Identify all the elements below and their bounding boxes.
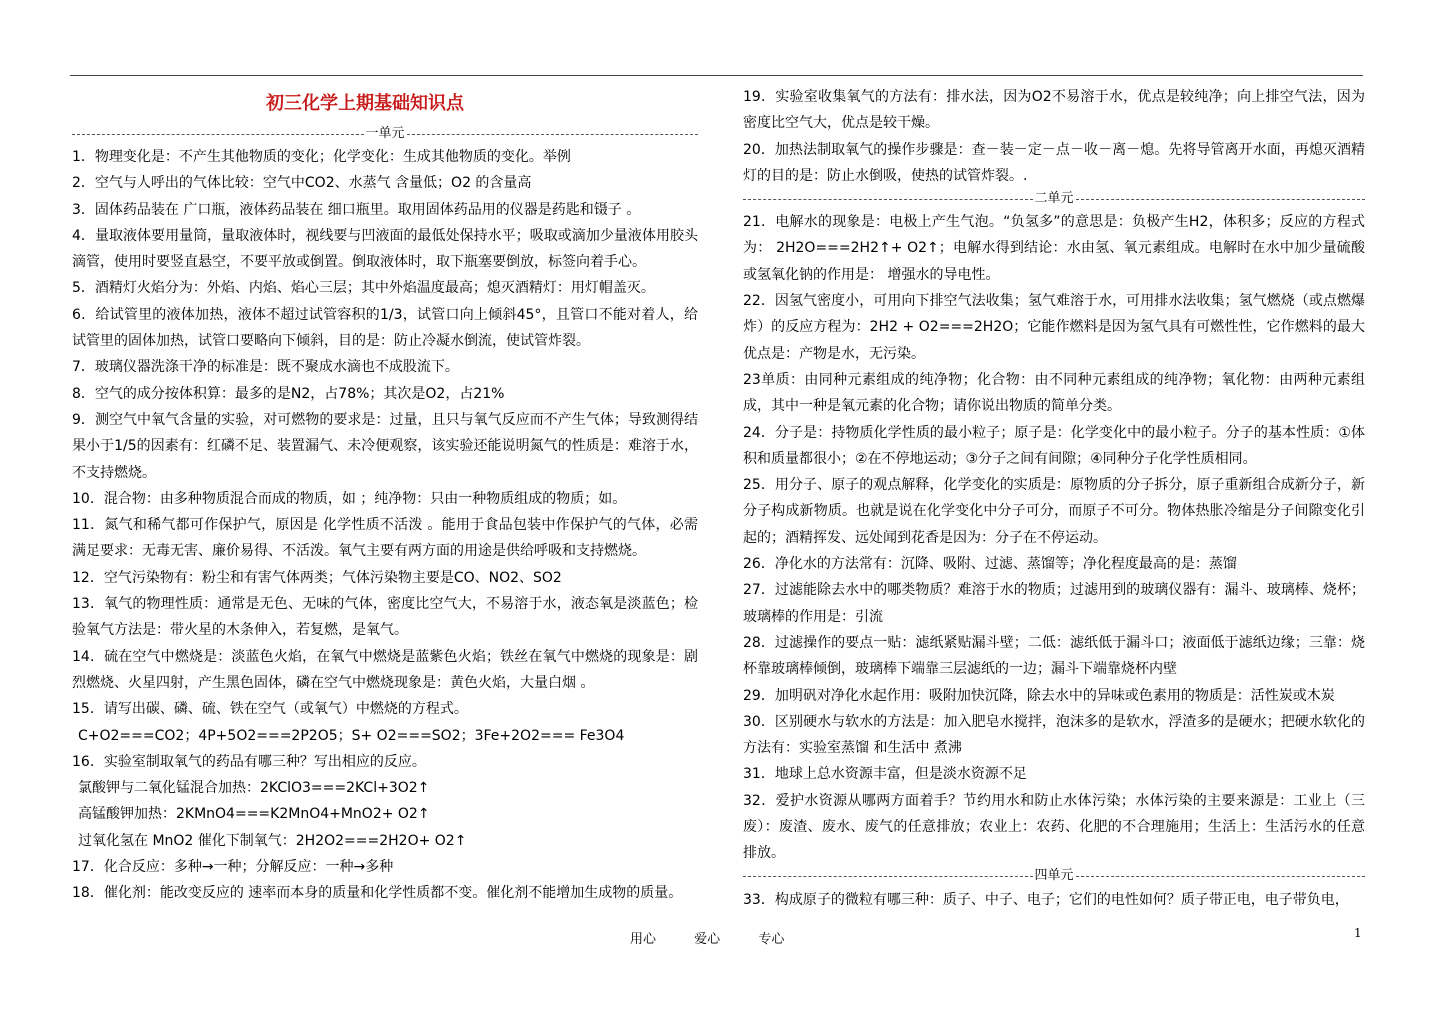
item-13: 13．氧气的物理性质：通常是无色、无味的气体，密度比空气大，不易溶于水，液态氧是淡蓝色；检验氧气方法是：带火星的木条伸入，若复燃，是氧气。 bbox=[72, 596, 698, 639]
item-33: 33．构成原子的微粒有哪三种：质子、中子、电子；它们的电性如何？质子带正电，电子带负电， bbox=[743, 891, 1349, 908]
equation-kmno4: 高锰酸钾加热：2KMnO4===K2MnO4+MnO2+ O2↑ bbox=[78, 806, 430, 823]
item-15: 15．请写出碳、磷、硫、铁在空气（或氧气）中燃烧的方程式。 bbox=[72, 701, 468, 718]
footer-text: 用心 bbox=[630, 932, 657, 947]
item-25: 25．用分子、原子的观点解释，化学变化的实质是：原物质的分子拆分，原子重新组合成新分子，新分子构成新物质。也就是说在化学变化中分子可分，而原子不可分。物体热胀冷缩是分子间隙变化引起的；酒精挥发、远处闻到花香是因为：分子在不停运动。 bbox=[743, 477, 1365, 546]
left-column bbox=[72, 84, 698, 907]
document-title: 初三化学上期基础知识点 bbox=[266, 93, 464, 114]
unit-divider-4 bbox=[743, 869, 1365, 885]
item-4: 4．量取液体要用量筒，量取液体时，视线要与凹液面的最低处保持水平；吸取或滴加少量液体用胶头滴管，使用时要竖直悬空，不要平放或倒置。倒取液体时，取下瓶塞要倒放，标签向着手心。 bbox=[72, 227, 698, 271]
header-rule bbox=[70, 75, 1363, 76]
item-21: 21．电解水的现象是：电极上产生气泡。“负氢多”的意思是：负极产生H2，体积多；反应的方程式为： 2H2O===2H2↑+ O2↑；电解水得到结论：水由氢、氧元素组成。电解时在水中加少量硫酸或氢氧化钠的作用是： 增强水的导电性。 bbox=[743, 214, 1365, 283]
item-11: 11．氮气和稀气都可作保护气，原因是 化学性质不活泼 。能用于食品包装中作保护气的气体，必需满足要求：无毒无害、廉价易得、不活泼。氧气主要有两方面的用途是供给呼吸和支持燃烧。 bbox=[72, 517, 698, 560]
item-28: 28．过滤操作的要点一贴：滤纸紧贴漏斗壁；二低：滤纸低于漏斗口；液面低于滤纸边缘；三靠：烧杯靠玻璃棒倾倒，玻璃棒下端靠三层滤纸的一边；漏斗下端靠烧杯内壁 bbox=[743, 634, 1365, 678]
right-column bbox=[743, 84, 1365, 913]
page-number: 1 bbox=[1354, 926, 1362, 940]
unit-label: 四单元 bbox=[1034, 868, 1074, 884]
footer-text: 爱心 bbox=[694, 932, 721, 947]
item-23: 23单质：由同种元素组成的纯净物；化合物：由不同种元素组成的纯净物；氧化物：由两种元素组成，其中一种是氧元素的化合物；请你说出物质的简单分类。 bbox=[743, 371, 1365, 415]
item-27: 27．过滤能除去水中的哪类物质？难溶于水的物质；过滤用到的玻璃仪器有：漏斗、玻璃棒、烧杯；玻璃棒的作用是：引流 bbox=[743, 582, 1365, 625]
footer-text: 专心 bbox=[758, 932, 785, 947]
item-12: 12．空气污染物有：粉尘和有害气体两类；气体污染物主要是CO、NO2、SO2 bbox=[72, 569, 562, 586]
item-20: 20．加热法制取氧气的操作步骤是：查－装－定－点－收－离－熄。先将导管离开水面，再熄灭酒精灯的目的是：防止水倒吸，使热的试管炸裂。. bbox=[743, 141, 1365, 184]
unit-divider-1 bbox=[72, 126, 698, 142]
item-10: 10．混合物：由多种物质混合而成的物质，如 ；纯净物：只由一种物质组成的物质；如。 bbox=[72, 490, 627, 507]
item-8: 8．空气的成分按体积算：最多的是N2，占78%；其次是O2，占21% bbox=[72, 385, 505, 402]
item-17: 17．化合反应：多种→一种；分解反应：一种→多种 bbox=[72, 859, 394, 876]
item-22: 22．因氢气密度小，可用向下排空气法收集；氢气难溶于水，可用排水法收集；氢气燃烧（或点燃爆炸）的反应方程为：2H2 + O2===2H2O；它能作燃料是因为氢气具有可燃性性，它作燃料的最大优点是：产物是水，无污染。 bbox=[743, 293, 1365, 362]
item-6: 6．给试管里的液体加热，液体不超过试管容积的1/3，试管口向上倾斜45°，且管口不能对着人，给试管里的固体加热，试管口要略向下倾斜，目的是：防止冷凝水倒流，使试管炸裂。 bbox=[72, 306, 698, 350]
item-18: 18．催化剂：能改变反应的 速率而本身的质量和化学性质都不变。催化剂不能增加生成物的质量。 bbox=[72, 885, 683, 902]
item-32: 32．爱护水资源从哪两方面着手？节约用水和防止水体污染；水体污染的主要来源是：工业上（三废）：废渣、废水、废气的任意排放；农业上：农药、化肥的不合理施用；生活上：生活污水的任意排放。 bbox=[743, 792, 1365, 862]
item-1: 1．物理变化是：不产生其他物质的变化；化学变化：生成其他物质的变化。举例 bbox=[72, 149, 571, 165]
unit-divider-2 bbox=[743, 191, 1365, 207]
equation-h2o2: 过氧化氢在 MnO2 催化下制氧气：2H2O2===2H2O+ O2↑ bbox=[78, 832, 467, 849]
item-26: 26．净化水的方法常有：沉降、吸附、过滤、蒸馏等；净化程度最高的是：蒸馏 bbox=[743, 556, 1237, 573]
item-14: 14．硫在空气中燃烧是：淡蓝色火焰，在氧气中燃烧是蓝紫色火焰；铁丝在氧气中燃烧的现象是：剧烈燃烧、火星四射，产生黑色固体，磷在空气中燃烧现象是：黄色火焰，大量白烟 。 bbox=[72, 648, 698, 691]
item-16: 16．实验室制取氧气的药品有哪三种？写出相应的反应。 bbox=[72, 753, 426, 770]
equation-combustion: C+O2===CO2；4P+5O2===2P2O5；S+ O2===SO2；3Fe+2O2=== Fe3O4 bbox=[78, 727, 625, 744]
item-7: 7．玻璃仪器洗涤干净的标准是：既不聚成水滴也不成股流下。 bbox=[72, 359, 459, 376]
item-2: 2．空气与人呼出的气体比较：空气中CO2、水蒸气 含量低；O2 的含量高 bbox=[72, 175, 532, 192]
item-30: 30．区别硬水与软水的方法是：加入肥皂水搅拌，泡沫多的是软水，浮渣多的是硬水；把硬水软化的方法有：实验室蒸馏 和生活中 煮沸 bbox=[743, 713, 1365, 757]
item-5: 5．酒精灯火焰分为：外焰、内焰、焰心三层；其中外焰温度最高；熄灭酒精灯：用灯帽盖灭。 bbox=[72, 280, 655, 297]
item-3: 3．固体药品装在 广口瓶，液体药品装在 细口瓶里。取用固体药品用的仪器是药匙和镊子 。 bbox=[72, 201, 641, 218]
item-29: 29．加明矾对净化水起作用：吸附加快沉降，除去水中的异味或色素用的物质是：活性炭或木炭 bbox=[743, 687, 1335, 704]
item-19: 19．实验室收集氧气的方法有：排水法，因为O2不易溶于水，优点是较纯净；向上排空气法，因为密度比空气大，优点是较干燥。 bbox=[743, 89, 1365, 132]
item-9: 9．测空气中氧气含量的实验，对可燃物的要求是：过量，且只与氧气反应而不产生气体；导致测得结果小于1/5的因素有：红磷不足、装置漏气、未冷便观察，该实验还能说明氮气的性质是：难溶于水，不支持燃烧。 bbox=[72, 411, 698, 481]
item-31: 31．地球上总水资源丰富，但是淡水资源不足 bbox=[743, 766, 1027, 783]
equation-kclo3: 氯酸钾与二氧化锰混合加热：2KClO3===2KCl+3O2↑ bbox=[78, 780, 430, 797]
item-24: 24．分子是：持物质化学性质的最小粒子；原子是：化学变化中的最小粒子。分子的基本性质：①体积和质量都很小；②在不停地运动；③分子之间有间隙；④同种分子化学性质相同。 bbox=[743, 424, 1365, 467]
unit-label: 一单元 bbox=[365, 125, 405, 141]
page-footer bbox=[630, 928, 818, 947]
unit-label: 二单元 bbox=[1034, 191, 1074, 207]
